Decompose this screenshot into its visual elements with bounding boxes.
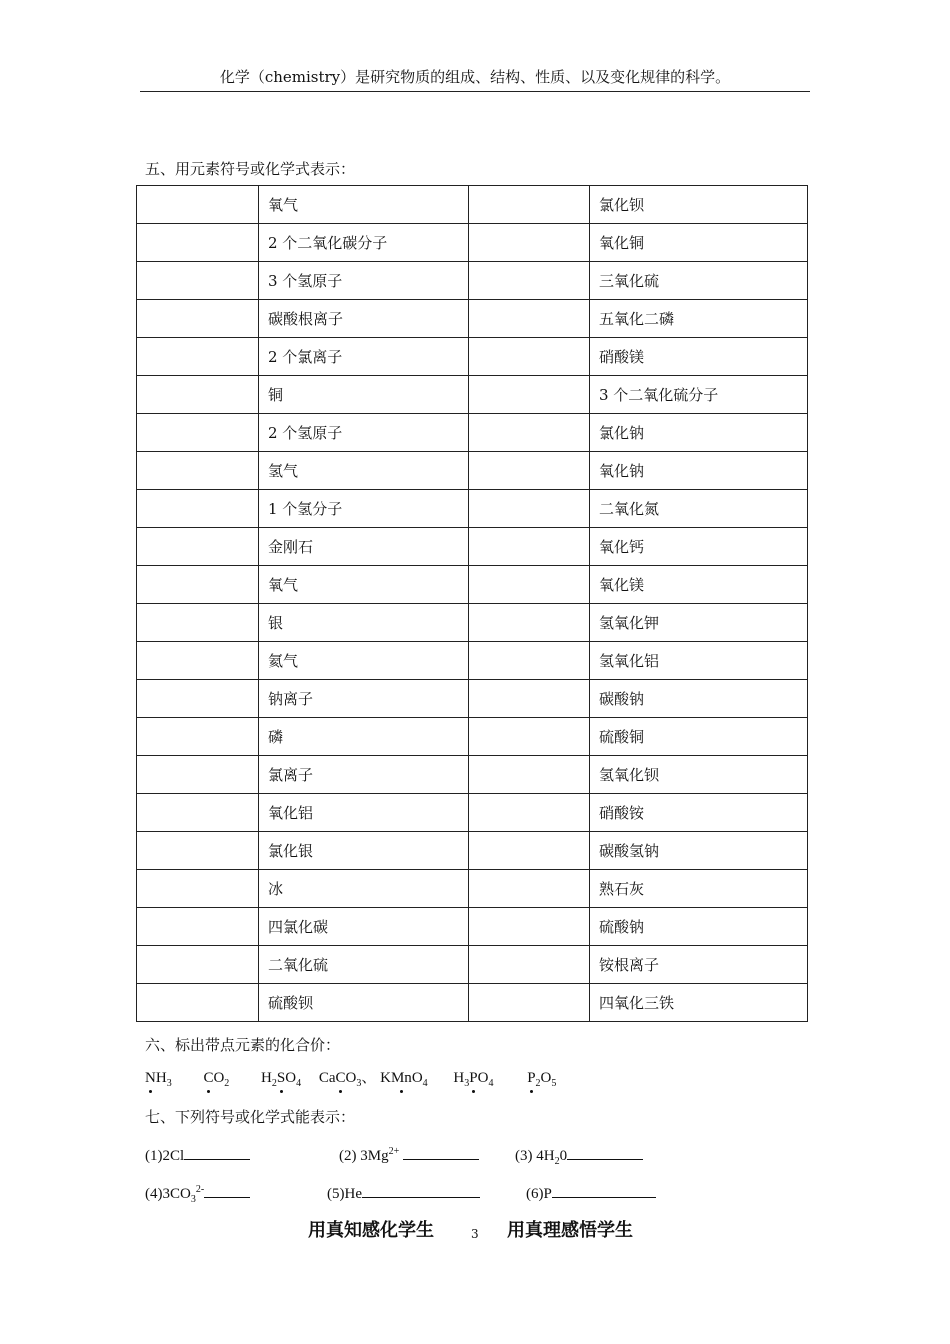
prompt-cell: 氧化铝	[259, 794, 469, 832]
prompt-cell: 碳酸根离子	[259, 300, 469, 338]
answer-blank[interactable]	[403, 1145, 479, 1160]
table-row	[137, 984, 808, 1022]
formula-nh3: $NH_3$	[145, 1070, 172, 1089]
formula-kmno4: KMnO$_4$	[380, 1070, 428, 1089]
answer-cell[interactable]	[469, 604, 590, 642]
prompt-cell: 氯化钠	[590, 414, 808, 452]
prompt-cell: 3 个氢原子	[259, 262, 469, 300]
prompt-cell: 氯化银	[259, 832, 469, 870]
symbol-item-3: (3) $4H_20$	[515, 1145, 643, 1167]
answer-cell[interactable]	[137, 414, 259, 452]
table-row	[137, 452, 808, 490]
answer-cell[interactable]	[137, 832, 259, 870]
dotted-element: Mn	[390, 1070, 412, 1086]
answer-cell[interactable]	[469, 452, 590, 490]
answer-cell[interactable]	[137, 300, 259, 338]
answer-cell[interactable]	[469, 680, 590, 718]
formula-table	[136, 185, 808, 1022]
table-row	[137, 680, 808, 718]
table-row	[137, 870, 808, 908]
answer-cell[interactable]	[137, 680, 259, 718]
prompt-cell: 银	[259, 604, 469, 642]
prompt-cell: 硫酸铜	[590, 718, 808, 756]
answer-blank[interactable]	[184, 1145, 250, 1160]
answer-cell[interactable]	[469, 832, 590, 870]
prompt-cell: 硫酸钠	[590, 908, 808, 946]
answer-cell[interactable]	[469, 338, 590, 376]
answer-blank[interactable]	[204, 1183, 250, 1198]
symbol-item-6: (6)P	[526, 1183, 656, 1203]
valence-formulas	[145, 1066, 556, 1089]
prompt-cell: 氯化钡	[590, 186, 808, 224]
prompt-cell: 氢氧化钡	[590, 756, 808, 794]
answer-cell[interactable]	[137, 870, 259, 908]
answer-cell[interactable]	[137, 224, 259, 262]
prompt-cell: 冰	[259, 870, 469, 908]
prompt-cell: 熟石灰	[590, 870, 808, 908]
answer-cell[interactable]	[469, 224, 590, 262]
page-number: 3	[471, 1227, 479, 1241]
section5-title: 五、用元素符号或化学式表示：	[145, 160, 356, 178]
prompt-cell: 1 个氢分子	[259, 490, 469, 528]
answer-cell[interactable]	[469, 186, 590, 224]
answer-cell[interactable]	[137, 946, 259, 984]
table-row	[137, 604, 808, 642]
prompt-cell: 铵根离子	[590, 946, 808, 984]
prompt-cell: 氧化铜	[590, 224, 808, 262]
prompt-cell: 硫酸钡	[259, 984, 469, 1022]
symbol-item-2: (2) $3Mg^{2+}$	[339, 1145, 479, 1165]
table-row	[137, 718, 808, 756]
answer-cell[interactable]	[137, 566, 259, 604]
answer-cell[interactable]	[137, 262, 259, 300]
answer-cell[interactable]	[137, 604, 259, 642]
prompt-cell: 磷	[259, 718, 469, 756]
table-row	[137, 832, 808, 870]
table-row	[137, 756, 808, 794]
dotted-element: P	[469, 1070, 478, 1086]
footer-slogan-right: 用真理感悟学生	[507, 1220, 633, 1241]
dotted-element: S	[276, 1070, 286, 1086]
section6-title: 六、标出带点元素的化合价：	[145, 1036, 341, 1054]
header-rule	[140, 91, 810, 92]
table-row	[137, 642, 808, 680]
answer-cell[interactable]	[469, 984, 590, 1022]
answer-cell[interactable]	[469, 490, 590, 528]
table-row	[137, 566, 808, 604]
dotted-element: C	[335, 1070, 346, 1086]
answer-cell[interactable]	[469, 376, 590, 414]
prompt-cell: 3 个二氧化硫分子	[590, 376, 808, 414]
table-row	[137, 262, 808, 300]
answer-cell[interactable]	[137, 528, 259, 566]
prompt-cell: 氢氧化铝	[590, 642, 808, 680]
answer-cell[interactable]	[137, 794, 259, 832]
answer-cell[interactable]	[137, 338, 259, 376]
symbol-item-4: $(4)3CO_3^{2-}$	[145, 1183, 250, 1205]
prompt-cell: 二氧化硫	[259, 946, 469, 984]
answer-cell[interactable]	[469, 946, 590, 984]
prompt-cell: 金刚石	[259, 528, 469, 566]
answer-cell[interactable]	[137, 186, 259, 224]
prompt-cell: 氧化镁	[590, 566, 808, 604]
answer-cell[interactable]	[469, 870, 590, 908]
answer-cell[interactable]	[137, 642, 259, 680]
answer-blank[interactable]	[567, 1145, 643, 1160]
prompt-cell: 氢氧化钾	[590, 604, 808, 642]
prompt-cell: 五氧化二磷	[590, 300, 808, 338]
prompt-cell: 氦气	[259, 642, 469, 680]
prompt-cell: 2 个氢原子	[259, 414, 469, 452]
answer-cell[interactable]	[469, 300, 590, 338]
answer-cell[interactable]	[469, 908, 590, 946]
answer-cell[interactable]	[469, 718, 590, 756]
formula-h2so4: $H_2SO_4$	[261, 1070, 302, 1089]
answer-cell[interactable]	[469, 566, 590, 604]
prompt-cell: 氧气	[259, 186, 469, 224]
answer-cell[interactable]	[469, 794, 590, 832]
prompt-cell: 四氧化三铁	[590, 984, 808, 1022]
footer-slogan-left: 用真知感化学生	[308, 1220, 434, 1241]
answer-cell[interactable]	[137, 718, 259, 756]
table-row	[137, 224, 808, 262]
section7-title: 七、下列符号或化学式能表示：	[145, 1108, 356, 1126]
table-row	[137, 376, 808, 414]
formula-p2o5: $P_2O_5$	[527, 1070, 557, 1089]
answer-cell[interactable]	[137, 908, 259, 946]
answer-cell[interactable]	[137, 984, 259, 1022]
prompt-cell: 氧化钙	[590, 528, 808, 566]
prompt-cell: 二氧化氮	[590, 490, 808, 528]
prompt-cell: 四氯化碳	[259, 908, 469, 946]
answer-blank[interactable]	[552, 1183, 656, 1198]
table-row	[137, 186, 808, 224]
prompt-cell: 2 个氯离子	[259, 338, 469, 376]
formula-h3po4: $H_3PO_4$	[453, 1070, 494, 1089]
symbol-item-5: (5)He	[327, 1183, 480, 1203]
prompt-cell: 2 个二氧化碳分子	[259, 224, 469, 262]
answer-cell[interactable]	[137, 756, 259, 794]
answer-cell[interactable]	[469, 262, 590, 300]
table-row	[137, 414, 808, 452]
answer-cell[interactable]	[137, 490, 259, 528]
table-row	[137, 338, 808, 376]
prompt-cell: 硝酸铵	[590, 794, 808, 832]
prompt-cell: 硝酸镁	[590, 338, 808, 376]
prompt-cell: 铜	[259, 376, 469, 414]
prompt-cell: 氧气	[259, 566, 469, 604]
dotted-element: C	[203, 1070, 214, 1086]
prompt-cell: 碳酸氢钠	[590, 832, 808, 870]
table-row	[137, 528, 808, 566]
answer-cell[interactable]	[137, 376, 259, 414]
formula-co2: $CO_2$	[203, 1070, 230, 1089]
answer-cell[interactable]	[137, 452, 259, 490]
table-row	[137, 908, 808, 946]
prompt-cell: 三氧化硫	[590, 262, 808, 300]
formula-caco3: CaCO$_3$、	[318, 1070, 377, 1089]
table-row	[137, 946, 808, 984]
prompt-cell: 氢气	[259, 452, 469, 490]
answer-cell[interactable]	[469, 756, 590, 794]
page-header: 化学（chemistry）是研究物质的组成、结构、性质、以及变化规律的科学。	[219, 68, 731, 86]
dotted-element: P	[527, 1070, 536, 1086]
symbol-item-1: (1)2Cl	[145, 1145, 250, 1165]
prompt-cell: 氧化钠	[590, 452, 808, 490]
table-row	[137, 490, 808, 528]
dotted-element: N	[145, 1070, 156, 1086]
answer-cell[interactable]	[469, 528, 590, 566]
table-row	[137, 300, 808, 338]
table-row	[137, 794, 808, 832]
answer-cell[interactable]	[469, 642, 590, 680]
prompt-cell: 碳酸钠	[590, 680, 808, 718]
prompt-cell: 钠离子	[259, 680, 469, 718]
answer-blank[interactable]	[362, 1183, 480, 1198]
answer-cell[interactable]	[469, 414, 590, 452]
prompt-cell: 氯离子	[259, 756, 469, 794]
